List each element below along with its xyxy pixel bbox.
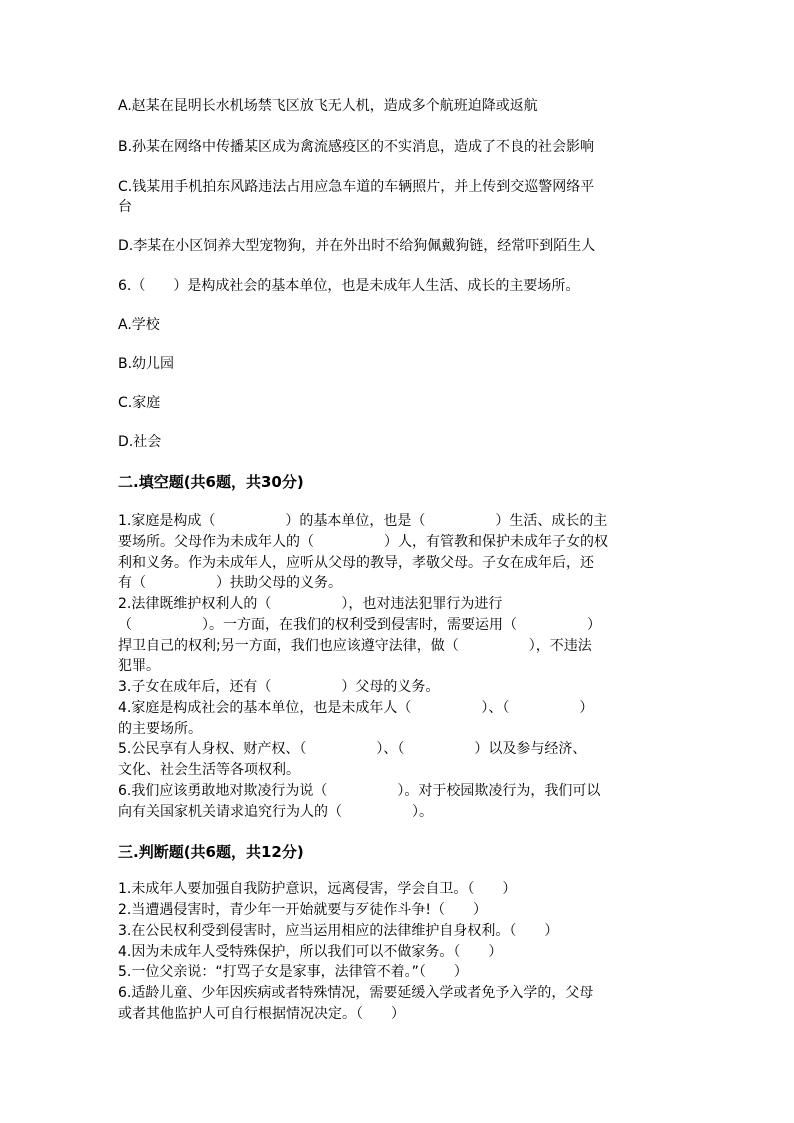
q6-option-d: D.社会 [118, 434, 162, 450]
fill-blank-line: 2.法律既维护权利人的（ ），也对违法犯罪行为进行 [118, 596, 503, 612]
fill-blank-line: 有（ ）扶助父母的义务。 [118, 575, 342, 591]
true-false-line: 1.未成年人要加强自我防护意识，远离侵害，学会自卫。（ ） [118, 881, 517, 897]
fill-blank-line: 向有关国家机关请求追究行为人的（ ）。 [118, 804, 433, 820]
true-false-line: 5.一位父亲说：“打骂子女是家事，法律管不着。”（ ） [118, 964, 468, 980]
q5-option-c-continued: 台 [118, 199, 132, 215]
fill-blank-line: 1.家庭是构成（ ）的基本单位，也是（ ）生活、成长的主 [118, 513, 608, 529]
fill-blank-line: 捍卫自己的权利;另一方面，我们也应该遵守法律，做（ ），不违法 [118, 638, 592, 654]
q5-option-c: C.钱某用手机拍东风路违法占用应急车道的车辆照片，并上传到交巡警网络平 [118, 179, 595, 195]
q6-option-a: A.学校 [118, 317, 160, 333]
q5-option-d: D.李某在小区饲养大型宠物狗，并在外出时不给狗佩戴狗链，经常吓到陌生人 [118, 238, 596, 254]
fill-blank-line: 犯罪。 [118, 658, 160, 674]
fill-blank-line: 文化、社会生活等各项权利。 [118, 762, 300, 778]
q6-option-c: C.家庭 [118, 395, 161, 411]
section-heading-true-false: 三.判断题(共6题，共12分) [118, 843, 304, 861]
true-false-line: 3.在公民权利受到侵害时，应当运用相应的法律维护自身权利。（ ） [118, 923, 559, 939]
section-heading-fill-blank: 二.填空题(共6题，共30分) [118, 473, 304, 491]
true-false-line: 或者其他监护人可自行根据情况决定。（ ） [118, 1006, 405, 1022]
fill-blank-line: 4.家庭是构成社会的基本单位，也是未成年人（ ）、（ ） [118, 700, 594, 716]
fill-blank-line: 利和义务。作为未成年人，应听从父母的教导，孝敬父母。子女在成年后，还 [118, 555, 594, 571]
fill-blank-line: 6.我们应该勇敢地对欺凌行为说（ ）。对于校园欺凌行为，我们可以 [118, 783, 601, 799]
fill-blank-line: 5.公民享有人身权、财产权、（ ）、（ ）以及参与经济、 [118, 741, 587, 757]
q6-option-b: B.幼儿园 [118, 356, 175, 372]
fill-blank-line: （ ）。一方面，在我们的权利受到侵害时，需要运用（ ） [118, 617, 601, 633]
fill-blank-line: 要场所。父母作为未成年人的（ ）人，有管教和保护未成年子女的权 [118, 534, 608, 550]
true-false-line: 6.适龄儿童、少年因疾病或者特殊情况，需要延缓入学或者免予入学的，父母 [118, 985, 594, 1001]
fill-blank-line: 的主要场所。 [118, 721, 202, 737]
q5-option-b: B.孙某在网络中传播某区成为禽流感疫区的不实消息，造成了不良的社会影响 [118, 139, 595, 155]
q5-option-a: A.赵某在昆明长水机场禁飞区放飞无人机，造成多个航班迫降或返航 [118, 98, 538, 114]
true-false-line: 4.因为未成年人受特殊保护，所以我们可以不做家务。（ ） [118, 944, 503, 960]
fill-blank-line: 3.子女在成年后，还有（ ）父母的义务。 [118, 679, 440, 695]
q6-stem: 6.（ ）是构成社会的基本单位，也是未成年人生活、成长的主要场所。 [118, 278, 580, 294]
true-false-line: 2.当遭遇侵害时，青少年一开始就要与歹徒作斗争!（ ） [118, 902, 487, 918]
